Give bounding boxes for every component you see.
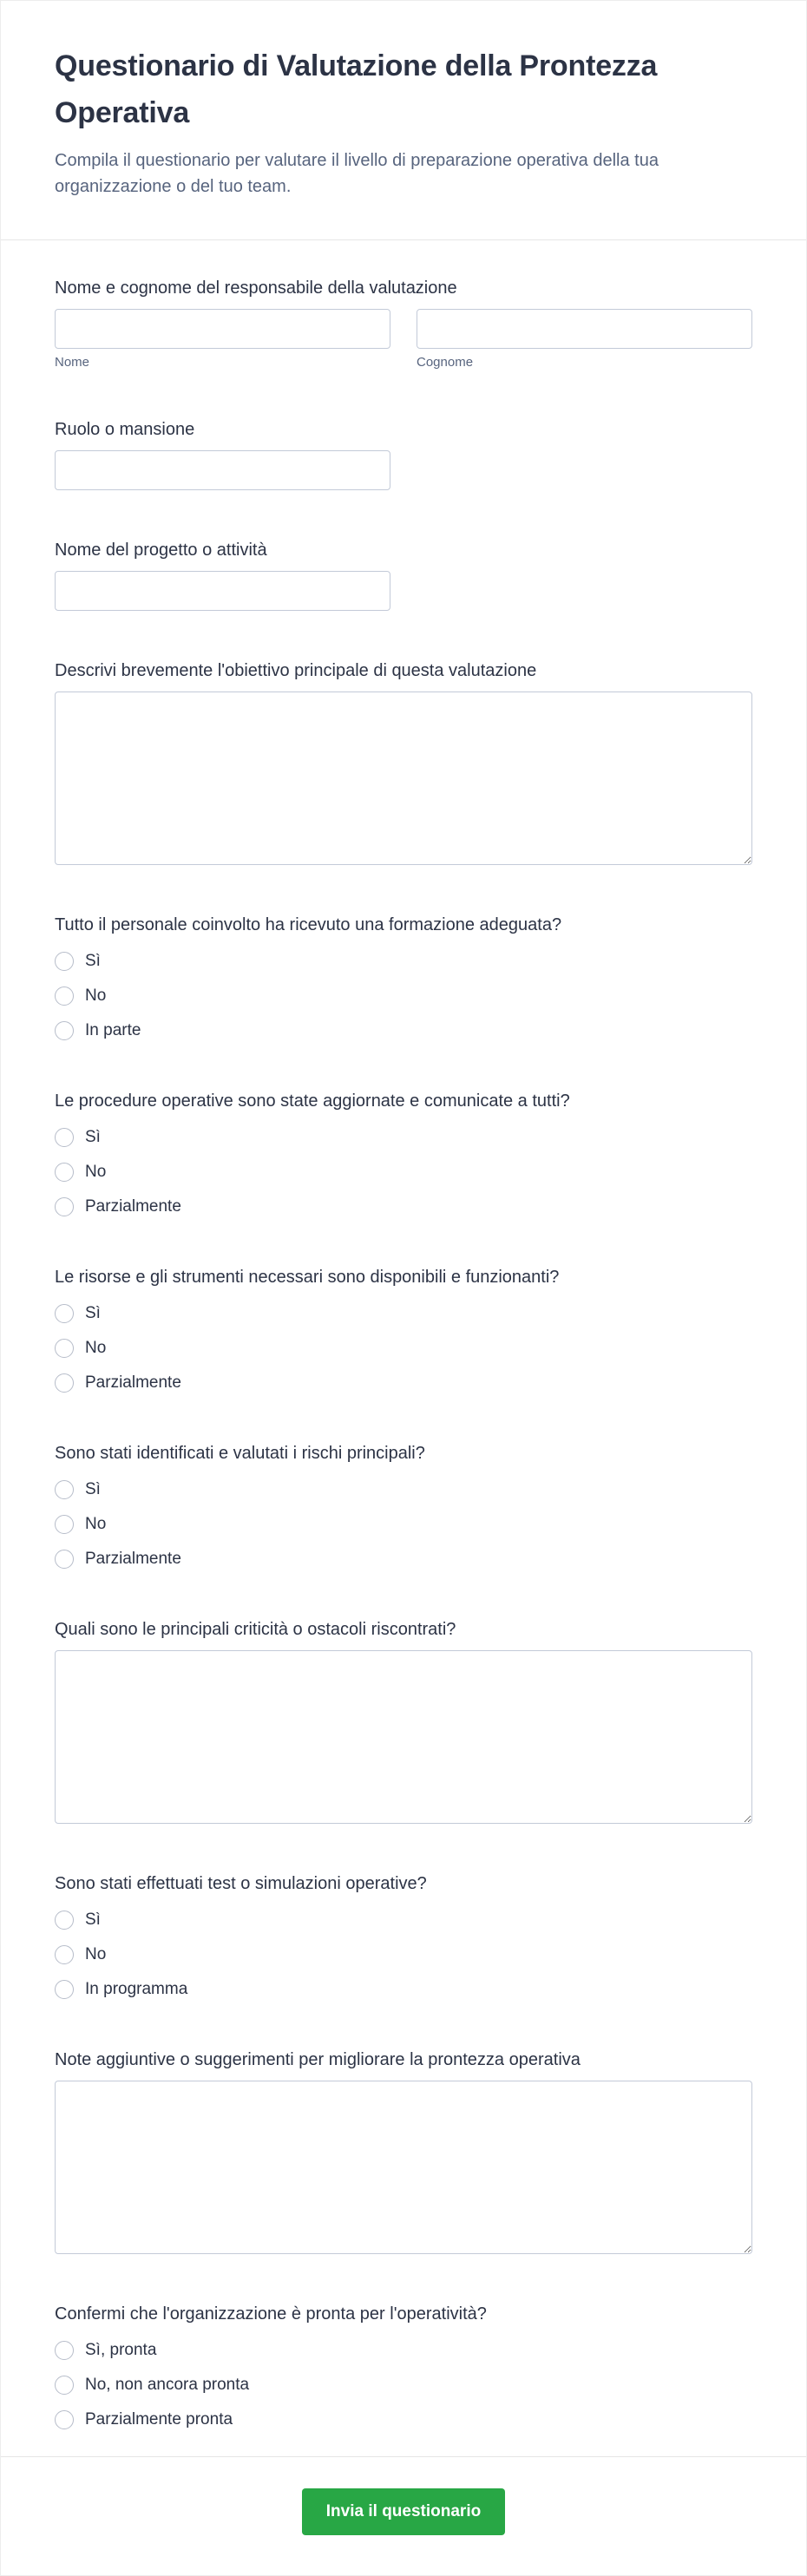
- radio-option-label: Parzialmente: [85, 1373, 181, 1392]
- question-label: Tutto il personale coinvolto ha ricevuto una formazione adeguata?: [55, 914, 562, 934]
- radio-option-label: No, non ancora pronta: [85, 2375, 250, 2394]
- radio-option-label: Sì: [85, 951, 101, 970]
- radio-option-label: Sì: [85, 1127, 101, 1146]
- radio-option-label: In programma: [85, 1979, 188, 1998]
- project-input[interactable]: [55, 571, 390, 611]
- question-notes: [55, 2048, 752, 2254]
- radio-button-icon[interactable]: [55, 1339, 74, 1358]
- question-label: Confermi che l'organizzazione è pronta per l'operatività?: [55, 2304, 487, 2324]
- radio-option[interactable]: [55, 2340, 752, 2361]
- radio-option-label: Parzialmente: [85, 1549, 181, 1568]
- radio-option[interactable]: [55, 1549, 752, 1570]
- radio-group: [55, 951, 752, 1041]
- radio-option-label: Sì: [85, 1479, 101, 1498]
- question-issues: [55, 1618, 752, 1824]
- issues-textarea[interactable]: [55, 1650, 752, 1824]
- radio-option[interactable]: [55, 1479, 752, 1500]
- role-input[interactable]: [55, 450, 390, 490]
- radio-option[interactable]: [55, 951, 752, 972]
- question-label: Nome e cognome del responsabile della valutazione: [55, 278, 457, 298]
- radio-button-icon[interactable]: [55, 1980, 74, 1999]
- radio-option-label: No: [85, 986, 107, 1005]
- radio-group: [55, 2340, 752, 2430]
- question-risks: [55, 1442, 752, 1570]
- form-header: [1, 1, 806, 239]
- notes-textarea[interactable]: [55, 2081, 752, 2254]
- question-role: [55, 418, 752, 490]
- submit-section: [1, 2457, 806, 2575]
- question-procedures: [55, 1090, 752, 1217]
- radio-button-icon[interactable]: [55, 1945, 74, 1964]
- first-name-field: [55, 309, 390, 370]
- form-body: [1, 240, 806, 2456]
- question-label: Le procedure operative sono state aggiornate e comunicate a tutti?: [55, 1091, 570, 1111]
- question-tests: [55, 1872, 752, 2000]
- radio-option-label: No: [85, 1338, 107, 1357]
- first-name-sublabel: Nome: [55, 354, 90, 370]
- radio-option-label: Sì: [85, 1303, 101, 1322]
- form-subtitle: Compila il questionario per valutare il livello di preparazione operativa della tua organizzazione o del tuo team.: [55, 150, 659, 196]
- radio-option-label: Parzialmente: [85, 1196, 181, 1216]
- radio-option[interactable]: [55, 1514, 752, 1535]
- radio-button-icon[interactable]: [55, 1515, 74, 1534]
- question-objective: [55, 659, 752, 865]
- radio-button-icon[interactable]: [55, 1128, 74, 1147]
- question-readiness: [55, 2303, 752, 2430]
- radio-option[interactable]: [55, 1127, 752, 1148]
- radio-option[interactable]: [55, 1020, 752, 1041]
- radio-option[interactable]: [55, 1196, 752, 1217]
- first-name-input[interactable]: [55, 309, 390, 349]
- radio-option-label: In parte: [85, 1020, 141, 1039]
- question-label: Descrivi brevemente l'obiettivo principale di questa valutazione: [55, 660, 537, 680]
- fullname-row: [55, 309, 752, 370]
- radio-option-label: Sì: [85, 1910, 101, 1929]
- radio-button-icon[interactable]: [55, 2376, 74, 2395]
- radio-option[interactable]: [55, 1373, 752, 1393]
- last-name-field: [417, 309, 752, 370]
- radio-group: [55, 1127, 752, 1217]
- question-training: [55, 914, 752, 1041]
- radio-option-label: Parzialmente pronta: [85, 2409, 233, 2429]
- radio-button-icon[interactable]: [55, 1550, 74, 1569]
- question-label: Ruolo o mansione: [55, 419, 195, 439]
- radio-option[interactable]: [55, 1338, 752, 1359]
- radio-option[interactable]: [55, 1910, 752, 1930]
- radio-group: [55, 1910, 752, 2000]
- objective-textarea[interactable]: [55, 692, 752, 865]
- radio-button-icon[interactable]: [55, 1197, 74, 1216]
- radio-button-icon[interactable]: [55, 986, 74, 1006]
- radio-option[interactable]: [55, 2375, 752, 2396]
- radio-option[interactable]: [55, 1979, 752, 2000]
- question-label: Sono stati identificati e valutati i rischi principali?: [55, 1443, 425, 1463]
- radio-button-icon[interactable]: [55, 1373, 74, 1393]
- radio-option-label: Sì, pronta: [85, 2340, 157, 2359]
- radio-option-label: No: [85, 1514, 107, 1533]
- radio-option[interactable]: [55, 2409, 752, 2430]
- question-label: Note aggiuntive o suggerimenti per migliorare la prontezza operativa: [55, 2049, 581, 2069]
- radio-button-icon[interactable]: [55, 952, 74, 971]
- radio-group: [55, 1303, 752, 1393]
- question-project: [55, 539, 752, 611]
- radio-group: [55, 1479, 752, 1570]
- last-name-input[interactable]: [417, 309, 752, 349]
- radio-button-icon[interactable]: [55, 1163, 74, 1182]
- radio-button-icon[interactable]: [55, 1911, 74, 1930]
- question-label: Nome del progetto o attività: [55, 540, 267, 560]
- last-name-sublabel: Cognome: [417, 354, 474, 370]
- radio-button-icon[interactable]: [55, 1304, 74, 1323]
- radio-option[interactable]: [55, 1162, 752, 1183]
- radio-option-label: No: [85, 1944, 107, 1963]
- radio-button-icon[interactable]: [55, 2410, 74, 2429]
- radio-option[interactable]: [55, 986, 752, 1006]
- radio-option[interactable]: [55, 1944, 752, 1965]
- radio-button-icon[interactable]: [55, 2341, 74, 2360]
- submit-button[interactable]: Invia il questionario: [302, 2488, 505, 2535]
- question-label: Quali sono le principali criticità o ostacoli riscontrati?: [55, 1619, 456, 1639]
- radio-option-label: No: [85, 1162, 107, 1181]
- page-title: Questionario di Valutazione della Prontezza Operativa: [55, 49, 658, 130]
- radio-button-icon[interactable]: [55, 1480, 74, 1499]
- question-label: Sono stati effettuati test o simulazioni operative?: [55, 1873, 427, 1893]
- question-resources: [55, 1266, 752, 1393]
- question-label: Le risorse e gli strumenti necessari sono disponibili e funzionanti?: [55, 1267, 560, 1287]
- radio-option[interactable]: [55, 1303, 752, 1324]
- radio-button-icon[interactable]: [55, 1021, 74, 1040]
- question-fullname: [55, 277, 752, 370]
